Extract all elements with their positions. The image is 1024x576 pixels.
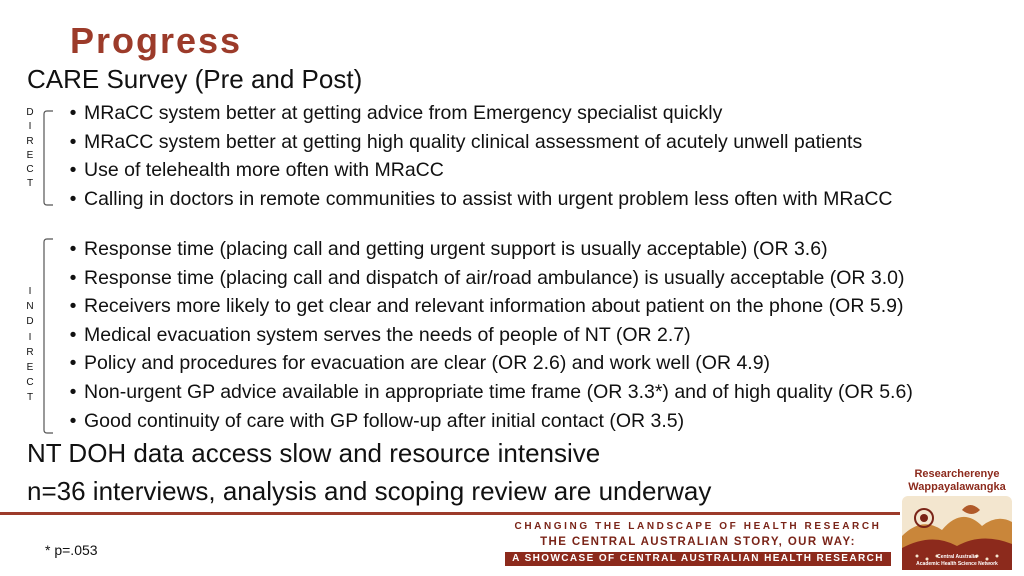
network-logo [898, 468, 1016, 572]
list-item [62, 128, 893, 157]
list-item-text: Medical evacuation system serves the needs of people of NT (OR 2.7) [84, 323, 691, 346]
indirect-label-letter: R [26, 346, 34, 358]
list-item-text: Good continuity of care with GP follow-up after initial contact (OR 3.5) [84, 409, 685, 432]
logo-caption-1: Central Australia [937, 554, 977, 560]
list-item [62, 407, 913, 436]
footnote: * p=.053 [45, 542, 98, 558]
logo-title-line-1: Researcherenye [914, 468, 1000, 480]
bullet-icon: • [69, 238, 77, 260]
direct-label-letter: I [28, 121, 32, 133]
indirect-label-letter: T [26, 392, 34, 404]
bullet-icon: • [69, 102, 77, 124]
list-item-text: MRaCC system better at getting high quality clinical assessment of acutely unwell patients [84, 130, 863, 153]
indirect-label-letter: N [26, 301, 34, 313]
direct-label-letter: T [26, 178, 34, 190]
bullet-icon: • [69, 266, 77, 289]
list-item-text: Policy and procedures for evacuation are clear (OR 2.6) and work well (OR 4.9) [84, 352, 771, 375]
conference-banner [505, 520, 891, 568]
indirect-label-letter: E [26, 362, 34, 374]
direct-label-letter: R [26, 135, 34, 147]
direct-label-letter: D [26, 107, 34, 118]
list-item [62, 321, 913, 350]
list-item-text: Non-urgent GP advice available in appropriate time frame (OR 3.3*) and of high quality (OR 5.6) [84, 380, 913, 403]
direct-bullet-list [62, 99, 893, 213]
statement-data-access: NT DOH data access slow and resource intensive [27, 438, 601, 468]
list-item-text: Response time (placing call and getting urgent support is usually acceptable) (OR 3.6) [84, 238, 828, 260]
page-title: Progress [70, 20, 243, 61]
list-item [62, 185, 893, 214]
list-item-text: Receivers more likely to get clear and relevant information about patient on the phone (OR 5.9) [84, 295, 904, 318]
indirect-bracket-icon [40, 238, 54, 434]
indirect-label-letter: I [28, 286, 32, 297]
banner-line-1: CHANGING THE LANDSCAPE OF HEALTH RESEARCH [514, 521, 882, 532]
indirect-label-letter: D [26, 316, 34, 328]
list-item-text: Calling in doctors in remote communities to assist with urgent problem less often with MRaCC [84, 187, 893, 210]
indirect-label-letter: I [28, 331, 32, 343]
list-item [62, 264, 913, 293]
list-item-text: Use of telehealth more often with MRaCC [84, 159, 444, 182]
section-subtitle: CARE Survey (Pre and Post) [27, 64, 363, 94]
indirect-vertical-label [25, 284, 35, 406]
bullet-icon: • [69, 352, 77, 375]
bullet-icon: • [69, 159, 77, 182]
list-item [62, 292, 913, 321]
banner-line-3: A SHOWCASE OF CENTRAL AUSTRALIAN HEALTH RESEARCH [505, 552, 891, 566]
bullet-icon: • [69, 380, 77, 403]
banner-line-2: THE CENTRAL AUSTRALIAN STORY, OUR WAY: [540, 536, 856, 548]
bullet-icon: • [69, 323, 77, 346]
bullet-icon: • [69, 409, 77, 432]
indirect-label-letter: C [26, 377, 34, 389]
bullet-icon: • [69, 130, 77, 153]
footer-divider [0, 512, 900, 515]
list-item [62, 235, 913, 264]
bullet-icon: • [69, 295, 77, 318]
direct-label-letter: C [26, 164, 34, 176]
list-item [62, 378, 913, 407]
direct-bracket-icon [40, 110, 54, 206]
direct-label-letter: E [26, 149, 34, 161]
statement-interviews: n=36 interviews, analysis and scoping review are underway [27, 476, 712, 506]
list-item [62, 349, 913, 378]
logo-title-line-2: Wappayalawangka [908, 481, 1006, 493]
indirect-bullet-list [62, 235, 913, 435]
list-item-text: Response time (placing call and dispatch of air/road ambulance) is usually acceptable (OR 3.0) [84, 266, 905, 289]
list-item-text: MRaCC system better at getting advice from Emergency specialist quickly [84, 102, 723, 124]
logo-caption-2: Academic Health Science Network [916, 561, 998, 567]
bullet-icon: • [69, 187, 77, 210]
direct-vertical-label [25, 106, 35, 192]
list-item [62, 156, 893, 185]
list-item [62, 99, 893, 128]
